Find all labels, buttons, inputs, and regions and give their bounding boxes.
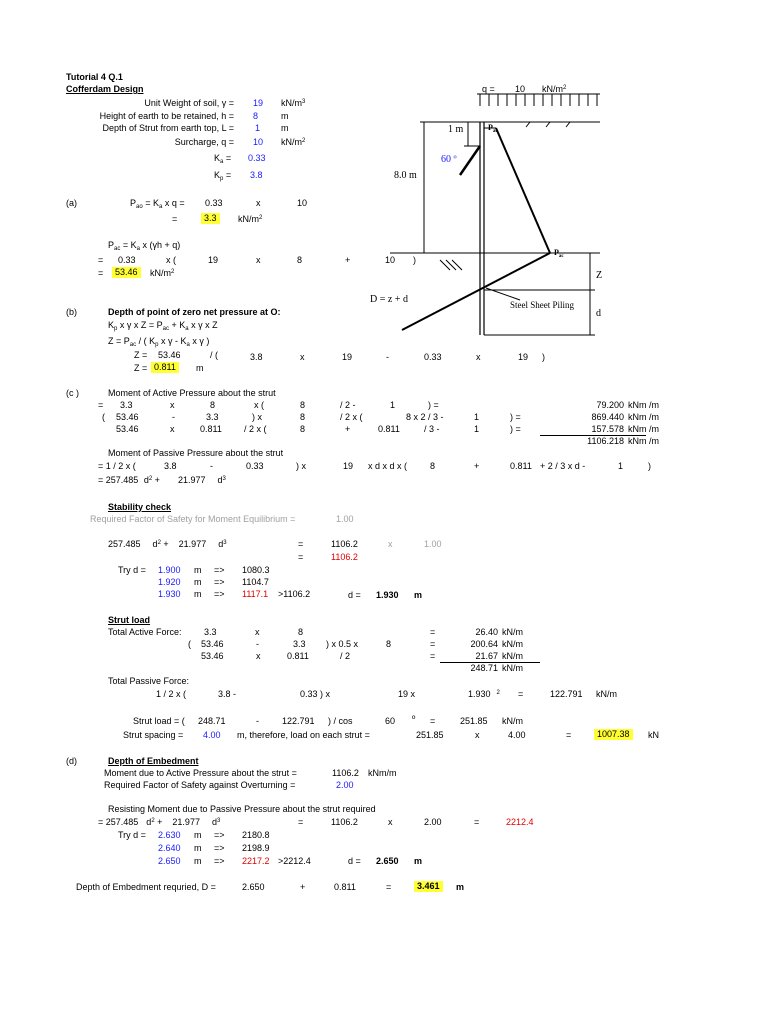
operator: => bbox=[214, 830, 225, 840]
cell: 4.00 bbox=[508, 730, 526, 740]
operator: x bbox=[388, 817, 393, 827]
unit: kNm/m bbox=[368, 768, 397, 778]
trial-d: 1.930 bbox=[158, 589, 181, 599]
cell: 122.791 bbox=[282, 716, 315, 726]
pao-formula: $P_{ao} = K_a$ x q = bbox=[130, 198, 185, 210]
operator: x bbox=[256, 255, 261, 265]
trial-result: 1117.1 bbox=[242, 589, 269, 599]
cell: ) = bbox=[510, 424, 521, 434]
kp-value: 3.8 bbox=[250, 170, 263, 180]
cell: + 2 / 3 x d - bbox=[540, 461, 586, 471]
cell: ) = bbox=[510, 412, 521, 422]
value: 1106.2 bbox=[331, 817, 358, 827]
cell: kNm /m bbox=[628, 424, 659, 434]
formula: $Z = P_{ac}$ / ( $K_p$ x γ - $K_a$ x γ ) bbox=[108, 336, 210, 348]
value: 0.811 bbox=[334, 882, 356, 892]
operator: = bbox=[298, 539, 304, 549]
label: Z = bbox=[134, 363, 148, 373]
subheading: Moment of Passive Pressure about the strut bbox=[108, 448, 284, 458]
unit: m bbox=[194, 565, 202, 575]
operator: / ( bbox=[210, 350, 218, 360]
cell: - bbox=[256, 716, 259, 726]
operator: = bbox=[298, 552, 304, 562]
required-fos-label: Required Factor of Safety for Moment Equilibrium = bbox=[90, 514, 296, 524]
cell: 60 bbox=[385, 716, 396, 726]
input-value: 1 bbox=[255, 123, 261, 133]
passive-moment-expr: = 257.485 $d^2 + 21.977$ $d^3$ bbox=[98, 475, 226, 485]
cell: ) x bbox=[296, 461, 306, 471]
stability-expr: 257.485 $d^2 + 21.977$ $d^3$ bbox=[108, 539, 227, 549]
value: 0.33 bbox=[424, 352, 442, 362]
formula: $K_p$ x γ x $Z = P_{ac} + K_a$ x γ x Z bbox=[108, 320, 218, 332]
input-label: Height of earth to be retained, h = bbox=[99, 111, 234, 121]
cell: 53.46 bbox=[201, 639, 224, 649]
trial-d: 1.920 bbox=[158, 577, 181, 587]
cell: 251.85 bbox=[416, 730, 444, 740]
cell: 248.71 bbox=[198, 716, 226, 726]
operator: ) bbox=[413, 255, 416, 265]
section-title: Cofferdam Design bbox=[66, 84, 144, 94]
trial-result: 2217.2 bbox=[242, 856, 270, 866]
cell: 1 bbox=[474, 424, 480, 434]
operator: = bbox=[474, 817, 480, 827]
value: 53.46 bbox=[158, 350, 181, 360]
cell: 1 / 2 x ( bbox=[156, 689, 187, 699]
cell: 3.8 - bbox=[218, 689, 237, 699]
pile-label: Steel Sheet Piling bbox=[510, 300, 574, 310]
pac-label: $P_{ac}$ bbox=[554, 248, 564, 259]
unit: kNm /m bbox=[628, 436, 659, 446]
cell: / 2 x ( bbox=[244, 424, 267, 434]
operator: x bbox=[388, 539, 393, 549]
part-b-heading: Depth of point of zero net pressure at O: bbox=[108, 307, 281, 317]
operator: x bbox=[476, 352, 481, 362]
cell: 8 bbox=[430, 461, 436, 471]
value: 0.33 bbox=[118, 255, 136, 265]
load-per-strut: 1007.38 bbox=[594, 729, 633, 740]
value: 19 bbox=[518, 352, 529, 362]
input-value: 19 bbox=[253, 98, 264, 108]
fos-value: 2.00 bbox=[336, 780, 354, 790]
input-label: Surcharge, q = bbox=[174, 137, 234, 147]
label: Strut spacing = bbox=[123, 730, 184, 740]
unit: kN bbox=[648, 730, 659, 740]
angle-label: 60 º bbox=[441, 154, 457, 165]
dim-d: d bbox=[596, 308, 601, 319]
cell: 79.200 bbox=[596, 400, 624, 410]
cell: 3.3 bbox=[206, 412, 219, 422]
cell: - bbox=[172, 412, 175, 422]
comparison: >2212.4 bbox=[278, 856, 311, 866]
cell: / 2 x ( bbox=[340, 412, 363, 422]
dim-z: Z bbox=[596, 270, 603, 281]
input-label: Unit Weight of soil, γ = bbox=[144, 98, 234, 108]
part-d-tag: (d) bbox=[66, 756, 77, 766]
cell: ) / cos bbox=[328, 716, 353, 726]
cell: kNm /m bbox=[628, 400, 659, 410]
pao-result: 3.3 bbox=[201, 213, 220, 224]
unit: m bbox=[194, 843, 202, 853]
cell: 0.33 bbox=[246, 461, 264, 471]
cell: ( bbox=[188, 639, 191, 649]
cell: = bbox=[430, 716, 436, 726]
cell: = 1 / 2 x ( bbox=[98, 461, 136, 471]
cell: - bbox=[256, 639, 259, 649]
value: 10 bbox=[297, 198, 308, 208]
required-fos-value: 1.00 bbox=[336, 514, 354, 524]
label: Z = bbox=[134, 350, 148, 360]
trial-result: 2180.8 bbox=[242, 830, 270, 840]
cofferdam-diagram bbox=[370, 90, 610, 340]
cell: ) x 0.5 x bbox=[326, 639, 359, 649]
cell: 1.930 $^2$ bbox=[468, 689, 500, 699]
part-c-tag: (c ) bbox=[66, 388, 79, 398]
cell: 19 x bbox=[398, 689, 416, 699]
label: Total Active Force: bbox=[108, 627, 182, 637]
required-moment: 2212.4 bbox=[506, 817, 534, 827]
value: 3.8 bbox=[250, 352, 263, 362]
unit: m bbox=[414, 590, 423, 600]
unit: $kN/m^2$ bbox=[238, 214, 263, 224]
value: 19 bbox=[342, 352, 353, 362]
operator: => bbox=[214, 577, 225, 587]
tutorial-title: Tutorial 4 Q.1 bbox=[66, 72, 123, 82]
cell: kN/m bbox=[502, 651, 523, 661]
stability-heading: Stability check bbox=[108, 502, 172, 512]
part-b-tag: (b) bbox=[66, 307, 77, 317]
cell: 8 bbox=[298, 627, 304, 637]
cell: = bbox=[518, 689, 524, 699]
cell: 3.3 bbox=[293, 639, 306, 649]
value: 2.650 bbox=[242, 882, 265, 892]
target-moment: 1106.2 bbox=[331, 552, 358, 562]
strut-heading: Strut load bbox=[108, 615, 150, 625]
try-label: Try d = bbox=[118, 565, 146, 575]
input-unit: $kN/m^2$ bbox=[281, 137, 306, 147]
value: 0.33 bbox=[205, 198, 223, 208]
cell: = bbox=[566, 730, 572, 740]
label: Strut load = ( bbox=[133, 716, 185, 726]
trial-result: 1080.3 bbox=[242, 565, 270, 575]
operator: => bbox=[214, 843, 225, 853]
d-result: 2.650 bbox=[376, 856, 399, 866]
label: Total Passive Force: bbox=[108, 676, 190, 686]
try-label: Try d = bbox=[118, 830, 146, 840]
cell: + bbox=[345, 424, 351, 434]
label: Required Factor of Safety against Overturning = bbox=[104, 780, 296, 790]
cell: 53.46 bbox=[116, 412, 139, 422]
moment-total: 1106.218 bbox=[587, 436, 624, 446]
operator: x bbox=[300, 352, 305, 362]
operator: = bbox=[98, 255, 104, 265]
strut-load: 251.85 bbox=[460, 716, 488, 726]
unit: m bbox=[194, 830, 202, 840]
input-unit: m bbox=[281, 123, 289, 133]
label: Depth of Embedment requried, D = bbox=[76, 882, 216, 892]
cell: 8 bbox=[386, 639, 392, 649]
q-label: q = bbox=[482, 84, 495, 94]
unit: m bbox=[194, 589, 202, 599]
operator: x ( bbox=[166, 255, 176, 265]
cell: 3.3 bbox=[204, 627, 217, 637]
trial-result: 1104.7 bbox=[242, 577, 269, 587]
strut-spacing: 4.00 bbox=[203, 730, 221, 740]
pao-label: $P_{ao}$ bbox=[488, 123, 498, 134]
cell: 21.67 bbox=[475, 651, 498, 661]
cell: 0.811 bbox=[200, 424, 222, 434]
cell: 869.440 bbox=[591, 412, 624, 422]
input-value: 10 bbox=[253, 137, 264, 147]
embedment-depth: 3.461 bbox=[414, 881, 443, 892]
cell: º bbox=[412, 714, 416, 724]
cell: 8 bbox=[300, 412, 306, 422]
surcharge-arrows bbox=[480, 94, 597, 106]
dim-1m: 1 m bbox=[448, 124, 464, 135]
input-label: Depth of Strut from earth top, L = bbox=[102, 123, 234, 133]
operator: = bbox=[298, 817, 304, 827]
cell: x bbox=[475, 730, 480, 740]
unit: $kN/m^2$ bbox=[150, 268, 175, 278]
operator: - bbox=[386, 352, 389, 362]
unit: kN/m bbox=[502, 716, 523, 726]
cell: 1 bbox=[390, 400, 396, 410]
value: 1106.2 bbox=[331, 539, 358, 549]
cell: kN/m bbox=[502, 627, 523, 637]
d-result: 1.930 bbox=[376, 590, 399, 600]
cell: ( bbox=[102, 412, 105, 422]
operator: = bbox=[98, 268, 104, 278]
cell: ) bbox=[648, 461, 651, 471]
cell: = bbox=[430, 627, 436, 637]
operator: => bbox=[214, 565, 225, 575]
unit: m bbox=[196, 363, 204, 373]
cell: 3.3 bbox=[120, 400, 133, 410]
trial-d: 2.650 bbox=[158, 856, 181, 866]
embedment-expr: = 257.485 $d^2 + 21.977$ $d^3$ bbox=[98, 817, 221, 827]
cell: = bbox=[98, 400, 104, 410]
cell: 1 bbox=[474, 412, 480, 422]
cell: / 2 bbox=[340, 651, 351, 661]
label: Moment due to Active Pressure about the strut = bbox=[104, 768, 297, 778]
part-d-heading: Depth of Embedment bbox=[108, 756, 199, 766]
cell: 0.811 bbox=[510, 461, 532, 471]
value: 19 bbox=[208, 255, 219, 265]
unit: kN/m bbox=[502, 663, 523, 673]
operator: + bbox=[345, 255, 351, 265]
cell: ) = bbox=[428, 400, 439, 410]
value: 1.00 bbox=[424, 539, 442, 549]
input-value: 8 bbox=[253, 111, 259, 121]
input-unit: $kN/m^3$ bbox=[281, 98, 306, 108]
pac-formula: $P_{ac} = K_a$ x (γh + q) bbox=[108, 240, 181, 252]
active-force-total: 248.71 bbox=[470, 663, 498, 673]
operator: x bbox=[256, 198, 261, 208]
operator: ) bbox=[542, 352, 545, 362]
cell: x bbox=[170, 424, 175, 434]
z-result: 0.811 bbox=[151, 362, 179, 373]
label: m, therefore, load on each strut = bbox=[237, 730, 370, 740]
kp-label: $K_p$ = bbox=[214, 170, 232, 182]
cell: = bbox=[430, 639, 436, 649]
cell: 200.64 bbox=[470, 639, 498, 649]
cell: + bbox=[474, 461, 480, 471]
comparison: >1106.2 bbox=[278, 589, 311, 599]
cell: 53.46 bbox=[201, 651, 224, 661]
trial-result: 2198.9 bbox=[242, 843, 270, 853]
operator: + bbox=[300, 882, 306, 892]
cell: x d x d x ( bbox=[368, 461, 408, 471]
input-unit: m bbox=[281, 111, 289, 121]
cell: / 2 - bbox=[340, 400, 356, 410]
trial-d: 2.630 bbox=[158, 830, 181, 840]
operator: = bbox=[386, 882, 392, 892]
cell: 3.8 bbox=[164, 461, 177, 471]
trial-d: 1.900 bbox=[158, 565, 181, 575]
operator: = bbox=[172, 214, 178, 224]
dim-D: D = z + d bbox=[370, 294, 408, 305]
passive-force: 122.791 bbox=[550, 689, 583, 699]
cell: = bbox=[430, 651, 436, 661]
cell: ) x bbox=[252, 412, 262, 422]
cell: 19 bbox=[343, 461, 354, 471]
cell: x ( bbox=[254, 400, 264, 410]
unit: m bbox=[456, 882, 465, 892]
q-unit: $kN/m^2$ bbox=[542, 84, 567, 94]
operator: => bbox=[214, 589, 225, 599]
label: d = bbox=[348, 856, 361, 866]
cell: x bbox=[256, 651, 261, 661]
cell: 8 x 2 / 3 - bbox=[406, 412, 444, 422]
part-a-tag: (a) bbox=[66, 198, 77, 208]
unit: m bbox=[194, 577, 202, 587]
dim-height: 8.0 m bbox=[394, 170, 417, 181]
ka-value: 0.33 bbox=[248, 153, 266, 163]
subheading: Moment of Active Pressure about the strut bbox=[108, 388, 276, 398]
unit: m bbox=[414, 856, 423, 866]
value: 10 bbox=[385, 255, 396, 265]
q-value: 10 bbox=[515, 84, 526, 94]
cell: kN/m bbox=[502, 639, 523, 649]
pac-result: 53.46 bbox=[112, 267, 141, 278]
cell: 0.33 ) x bbox=[300, 689, 331, 699]
trial-d: 2.640 bbox=[158, 843, 181, 853]
unit: m bbox=[194, 856, 202, 866]
operator: => bbox=[214, 856, 225, 866]
ka-label: $K_a$ = bbox=[214, 153, 232, 165]
cell: 8 bbox=[210, 400, 216, 410]
value: 1106.2 bbox=[332, 768, 359, 778]
value: 8 bbox=[297, 255, 303, 265]
unit: kN/m bbox=[596, 689, 617, 699]
cell: 0.811 bbox=[378, 424, 400, 434]
value: 2.00 bbox=[424, 817, 442, 827]
cell: x bbox=[255, 627, 260, 637]
cell: 1 bbox=[618, 461, 624, 471]
label: Resisting Moment due to Passive Pressure about the strut required bbox=[108, 804, 376, 814]
cell: - bbox=[210, 461, 213, 471]
label: d = bbox=[348, 590, 361, 600]
cell: / 3 - bbox=[424, 424, 440, 434]
cell: 8 bbox=[300, 424, 306, 434]
cell: 157.578 bbox=[591, 424, 624, 434]
cell: x bbox=[170, 400, 175, 410]
cell: 26.40 bbox=[475, 627, 498, 637]
cell: 8 bbox=[300, 400, 306, 410]
cell: 53.46 bbox=[116, 424, 139, 434]
cell: kNm /m bbox=[628, 412, 659, 422]
cell: 0.811 bbox=[287, 651, 309, 661]
